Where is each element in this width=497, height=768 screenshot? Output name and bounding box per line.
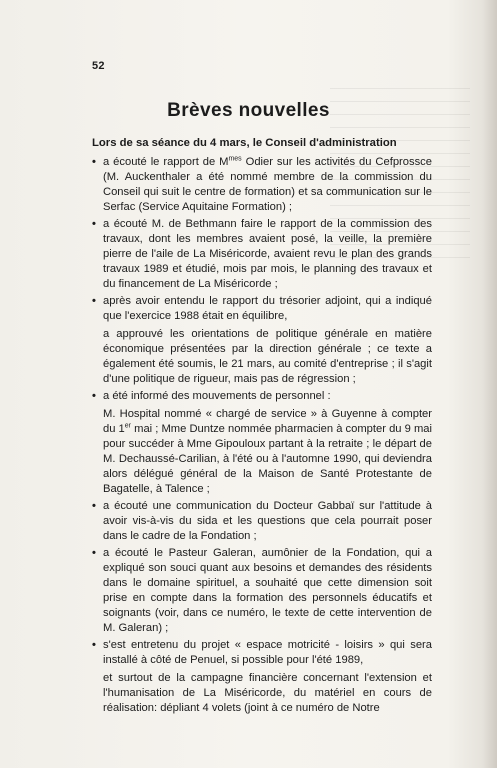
news-paragraph: a été informé des mouvements de personnel : [103,390,331,402]
news-paragraph: a écouté une communication du Docteur Gabbaï sur l'attitude à avoir vis-à-vis du sida et les questions que cela pourrait poser dans le cadre de la Fondation ; [103,500,432,542]
news-list [92,155,432,718]
news-paragraph: s'est entretenu du projet « espace motricité - loisirs » qui sera installé à côté de Penuel, si possible pour l'été 1989, [103,639,432,666]
bullet-icon: • [92,500,96,512]
bullet-icon: • [92,639,96,651]
news-item [92,389,432,497]
bullet-icon: • [92,156,96,168]
news-paragraph: a écouté le Pasteur Galeran, aumônier de la Fondation, qui a expliqué son souci quant aux besoins et demandes des résidents dans le domaine spirituel, a souhaité que cette dimension soit prise en compte dans la formation des personnels éducatifs et soignants (voir, dans ce numéro, le texte de cette intervention de M. Galeran) ; [103,547,432,634]
news-item [92,217,432,292]
page-number: 52 [92,60,105,72]
page-title: Brèves nouvelles [167,100,330,121]
news-paragraph: a écouté le rapport de $M^{mes}$ Odier sur les activités du Cefprossce (M. Auckenthaler a été nommé membre de la commission du Conseil qui suit le centre de formation) et sa communication sur le Serfac (Service Aquitaine Formation) ; [103,155,432,213]
news-item [92,155,432,215]
bullet-icon: • [92,218,96,230]
bullet-icon: • [92,547,96,559]
news-paragraph: a écouté M. de Bethmann faire le rapport de la commission des travaux, dont les membres avaient posé, la veille, la première pierre de l'aile de La Miséricorde, avaient revu le plan des grands travaux 1989 et étudié, mois par mois, le planning des travaux et du financement de La Miséricorde ; [103,218,432,290]
bullet-icon: • [92,390,96,402]
news-paragraph: a approuvé les orientations de politique générale en matière économique présentées par la direction générale ; ce texte a également été soumis, le 21 mars, au comité d'entreprise ; il s'agit d'une politique de rigueur, mais pas de régression ; [103,328,432,385]
news-item [92,638,432,716]
news-paragraph: après avoir entendu le rapport du trésorier adjoint, qui a indiqué que l'exercice 1988 était en équilibre, [103,295,432,322]
news-item [92,546,432,636]
news-paragraph: et surtout de la campagne financière concernant l'extension et l'humanisation de La Miséricorde, du matériel en cours de réalisation: dépliant 4 volets (joint à ce numéro de Notre [103,672,432,714]
bullet-icon: • [92,295,96,307]
news-item [92,294,432,387]
news-item [92,499,432,544]
intro-heading: Lors de sa séance du 4 mars, le Conseil d'administration [92,137,397,149]
news-paragraph: M. Hospital nommé « chargé de service » à Guyenne à compter du 1er mai ; Mme Duntze nommée pharmacien à compter du 9 mai pour succéder à Mme Gipouloux partant à la retraite ; le départ de M. Dechaussé-Carilian, à l'été ou à l'automne 1990, qui deviendra alors délégué général de la Maison de Santé Protestante de Bagatelle, à Talence ; [103,408,432,495]
